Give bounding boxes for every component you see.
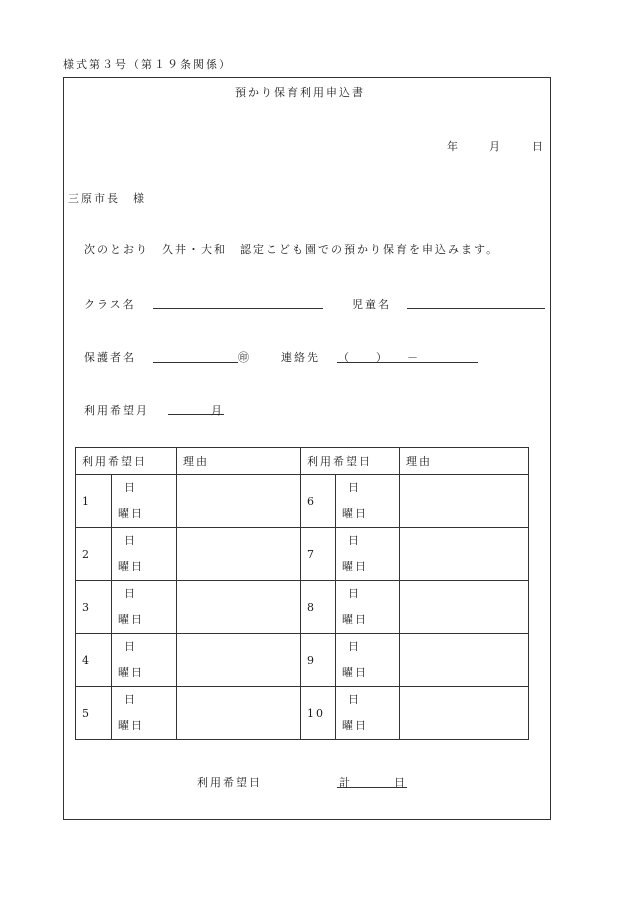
date-cell[interactable]: [112, 581, 177, 634]
reason-cell[interactable]: [177, 687, 301, 740]
weekday-label: 曜日: [342, 666, 368, 679]
table-row: [76, 581, 529, 634]
weekday-label: 曜日: [118, 560, 144, 573]
guardian-label: 保護者名: [84, 351, 136, 364]
contact-dash: －: [407, 351, 418, 364]
table-row: [76, 475, 529, 528]
date-day: 日: [532, 140, 545, 153]
table-row: [76, 687, 529, 740]
row-number: 6: [301, 475, 336, 528]
intro-text: 次のとおり 久井・大和 認定こども園での預かり保育を申込みます。: [84, 243, 500, 256]
row-number: 3: [76, 581, 112, 634]
reason-cell[interactable]: [400, 475, 529, 528]
weekday-label: 曜日: [118, 719, 144, 732]
date-cell[interactable]: [112, 687, 177, 740]
row-number: 9: [301, 634, 336, 687]
contact-label: 連絡先: [281, 351, 320, 364]
reason-cell[interactable]: [400, 687, 529, 740]
date-cell[interactable]: [336, 687, 400, 740]
reason-cell[interactable]: [400, 528, 529, 581]
table-row: [76, 528, 529, 581]
weekday-label: 曜日: [118, 666, 144, 679]
weekday-label: 曜日: [118, 613, 144, 626]
date-cell[interactable]: [112, 634, 177, 687]
contact-paren-close: ）: [376, 351, 387, 364]
row-number: 10: [301, 687, 336, 740]
day-char: 日: [124, 481, 137, 494]
day-char: 日: [348, 640, 361, 653]
day-char: 日: [348, 534, 361, 547]
form-title: 預かり保育利用申込書: [235, 86, 365, 99]
day-char: 日: [124, 693, 137, 706]
total-label: 利用希望日: [197, 776, 262, 789]
header-reason-left: 理由: [177, 448, 301, 475]
reason-cell[interactable]: [177, 581, 301, 634]
weekday-label: 曜日: [118, 507, 144, 520]
row-number: 2: [76, 528, 112, 581]
class-field[interactable]: [153, 308, 323, 309]
day-char: 日: [124, 534, 137, 547]
form-number: 様式第３号（第１９条関係）: [63, 58, 232, 71]
month-label: 利用希望月: [84, 404, 149, 417]
weekday-label: 曜日: [342, 507, 368, 520]
date-month: 月: [489, 140, 502, 153]
day-char: 日: [124, 587, 137, 600]
reason-cell[interactable]: [177, 634, 301, 687]
reason-cell[interactable]: [400, 634, 529, 687]
reason-cell[interactable]: [177, 475, 301, 528]
total-prefix: 計: [339, 776, 352, 789]
header-date-right: 利用希望日: [301, 448, 400, 475]
reason-cell[interactable]: [400, 581, 529, 634]
row-number: 1: [76, 475, 112, 528]
day-char: 日: [124, 640, 137, 653]
header-reason-right: 理由: [400, 448, 529, 475]
table-header-row: [76, 448, 529, 475]
date-cell[interactable]: [336, 634, 400, 687]
addressee: 三原市長 様: [68, 192, 146, 205]
date-cell[interactable]: [112, 528, 177, 581]
date-cell[interactable]: [112, 475, 177, 528]
day-char: 日: [348, 481, 361, 494]
class-label: クラス名: [84, 298, 136, 311]
date-reason-table: [75, 447, 529, 740]
row-number: 7: [301, 528, 336, 581]
day-char: 日: [348, 693, 361, 706]
date-cell[interactable]: [336, 581, 400, 634]
month-suffix: 月: [211, 404, 224, 417]
day-char: 日: [348, 587, 361, 600]
weekday-label: 曜日: [342, 560, 368, 573]
date-year: 年: [447, 140, 460, 153]
total-suffix: 日: [394, 776, 407, 789]
header-date-left: 利用希望日: [76, 448, 177, 475]
table-row: [76, 634, 529, 687]
guardian-field[interactable]: [153, 362, 238, 363]
weekday-label: 曜日: [342, 613, 368, 626]
row-number: 8: [301, 581, 336, 634]
row-number: 4: [76, 634, 112, 687]
row-number: 5: [76, 687, 112, 740]
child-label: 児童名: [352, 298, 391, 311]
weekday-label: 曜日: [342, 719, 368, 732]
date-cell[interactable]: [336, 475, 400, 528]
seal-mark: ㊞: [238, 351, 249, 364]
contact-paren-open: （: [338, 351, 349, 364]
date-cell[interactable]: [336, 528, 400, 581]
child-field[interactable]: [407, 308, 545, 309]
reason-cell[interactable]: [177, 528, 301, 581]
